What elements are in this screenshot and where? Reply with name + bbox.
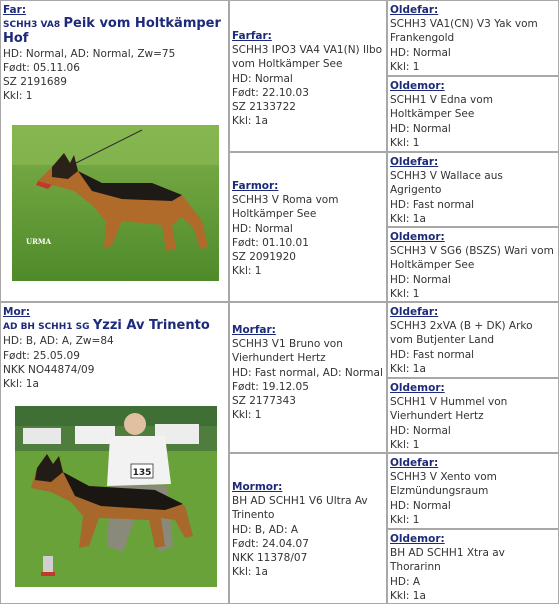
- dam-born: Født: 25.05.09: [3, 349, 80, 362]
- great-grandparent-name: SCHH3 VA1(CN) V3 Yak vom Frankengold: [390, 18, 538, 45]
- great-grandparent-cell: [387, 378, 559, 453]
- sire-kkl: Kkl: 1: [3, 90, 33, 103]
- grandparent-kkl: Kkl: 1a: [232, 115, 268, 128]
- great-grandparent-name: SCHH3 V Wallace aus Agrigento: [390, 170, 503, 197]
- great-grandparent-hd: HD: Normal: [390, 499, 451, 512]
- grandparent-role-label: Morfar:: [232, 324, 276, 336]
- great-grandparent-hd: HD: Normal: [390, 424, 451, 437]
- grandparent-kkl: Kkl: 1: [232, 409, 262, 422]
- sire-role-label: Far:: [3, 4, 27, 16]
- dam-name: [3, 319, 226, 334]
- dam-photo: [15, 406, 217, 587]
- grandparent-hd: HD: Fast normal, AD: Normal: [232, 366, 383, 379]
- sire-name: [3, 17, 226, 46]
- sire-name-text: Peik vom Holtkämper Hof: [3, 16, 221, 47]
- great-grandparent-name: BH AD SCHH1 Xtra av Thorarinn: [390, 547, 505, 574]
- great-grandparent-hd: HD: Fast normal: [390, 198, 475, 211]
- great-grandparent-name: SCHH1 V Hummel von Vierhundert Hertz: [390, 396, 508, 423]
- dam-kkl: Kkl: 1a: [3, 378, 39, 391]
- grandparent-morfar-cell: [229, 302, 387, 453]
- great-grandparent-name: SCHH1 V Edna vom Holtkämper See: [390, 94, 493, 121]
- great-grandparent-role-label: Oldefar:: [390, 4, 439, 16]
- dam-role-label: Mor:: [3, 306, 31, 318]
- dam-hd: HD: B, AD: A, Zw=84: [3, 335, 114, 348]
- sire-born: Født: 05.11.06: [3, 61, 80, 74]
- great-grandparent-hd: HD: Normal: [390, 46, 451, 59]
- grandparent-role-label: Farmor:: [232, 180, 279, 192]
- great-grandparent-name: SCHH3 V Xento vom Elzmündungsraum: [390, 471, 497, 498]
- grandparent-hd: HD: Normal: [232, 72, 293, 85]
- grandparent-reg: SZ 2133722: [232, 101, 296, 114]
- great-grandparent-role-label: Oldemor:: [390, 80, 445, 92]
- great-grandparent-hd: HD: Normal: [390, 122, 451, 135]
- sire-photo-watermark: URMA: [26, 236, 52, 246]
- grandparent-name: SCHH3 V Roma vom Holtkämper See: [232, 194, 339, 221]
- grandparent-born: Født: 19.12.05: [232, 380, 309, 393]
- sire-photo: [12, 125, 219, 281]
- great-grandparent-kkl: Kkl: 1: [390, 438, 420, 451]
- grandparent-kkl: Kkl: 1a: [232, 566, 268, 579]
- grandparent-name: SCHH3 IPO3 VA4 VA1(N) Ilbo vom Holtkämper See: [232, 44, 383, 71]
- grandparent-reg: NKK 11378/07: [232, 552, 308, 565]
- grandparent-farfar-cell: [229, 0, 387, 152]
- grandparent-name: SCHH3 V1 Bruno von Vierhundert Hertz: [232, 338, 343, 365]
- great-grandparent-cell: [387, 302, 559, 378]
- great-grandparent-hd: HD: Fast normal: [390, 348, 475, 361]
- great-grandparent-cell: [387, 0, 559, 76]
- great-grandparent-cell: [387, 76, 559, 152]
- great-grandparent-kkl: Kkl: 1a: [390, 589, 426, 602]
- sire-cell: [0, 0, 229, 302]
- dam-photo-image: [15, 406, 217, 587]
- grandparent-kkl: Kkl: 1: [232, 265, 262, 278]
- dam-reg: NKK NO44874/09: [3, 363, 95, 376]
- great-grandparent-kkl: Kkl: 1a: [390, 212, 426, 225]
- great-grandparent-kkl: Kkl: 1a: [390, 362, 426, 375]
- sire-photo-image: [12, 125, 219, 281]
- great-grandparent-name: SCHH3 2xVA (B + DK) Arko vom Butjenter Land: [390, 320, 533, 347]
- great-grandparent-role-label: Oldefar:: [390, 306, 439, 318]
- grandparent-farmor-cell: [229, 152, 387, 302]
- grandparent-born: Født: 24.04.07: [232, 537, 309, 550]
- dam-photo-number: 135: [132, 468, 152, 478]
- grandparent-name: BH AD SCHH1 V6 Ultra Av Trinento: [232, 495, 368, 522]
- grandparent-born: Født: 22.10.03: [232, 86, 309, 99]
- great-grandparent-cell: [387, 529, 559, 604]
- dam-name-text: Yzzi Av Trinento: [92, 318, 210, 334]
- grandparent-hd: HD: Normal: [232, 222, 293, 235]
- grandparent-mormor-cell: [229, 453, 387, 604]
- great-grandparent-kkl: Kkl: 1: [390, 287, 420, 300]
- sire-titles: SCHH3 VA8: [3, 20, 61, 31]
- dam-titles: AD BH SCHH1 SG: [3, 322, 90, 333]
- dam-cell: [0, 302, 229, 604]
- great-grandparent-role-label: Oldemor:: [390, 382, 445, 394]
- great-grandparent-role-label: Oldemor:: [390, 231, 445, 243]
- great-grandparent-kkl: Kkl: 1: [390, 136, 420, 149]
- great-grandparent-kkl: Kkl: 1: [390, 60, 420, 73]
- sire-reg: SZ 2191689: [3, 76, 67, 89]
- great-grandparent-kkl: Kkl: 1: [390, 513, 420, 526]
- sire-hd: HD: Normal, AD: Normal, Zw=75: [3, 47, 176, 60]
- great-grandparent-name: SCHH3 V SG6 (BSZS) Wari vom Holtkämper See: [390, 245, 554, 272]
- great-grandparent-role-label: Oldefar:: [390, 457, 439, 469]
- grandparent-role-label: Mormor:: [232, 481, 283, 493]
- grandparent-reg: SZ 2177343: [232, 395, 296, 408]
- grandparent-reg: SZ 2091920: [232, 251, 296, 264]
- great-grandparent-cell: [387, 227, 559, 302]
- grandparent-hd: HD: B, AD: A: [232, 523, 299, 536]
- great-grandparent-role-label: Oldefar:: [390, 156, 439, 168]
- great-grandparent-cell: [387, 152, 559, 227]
- grandparent-role-label: Farfar:: [232, 30, 272, 42]
- great-grandparent-hd: HD: Normal: [390, 273, 451, 286]
- great-grandparent-hd: HD: A: [390, 575, 421, 588]
- great-grandparent-role-label: Oldemor:: [390, 533, 445, 545]
- grandparent-born: Født: 01.10.01: [232, 236, 309, 249]
- great-grandparent-cell: [387, 453, 559, 529]
